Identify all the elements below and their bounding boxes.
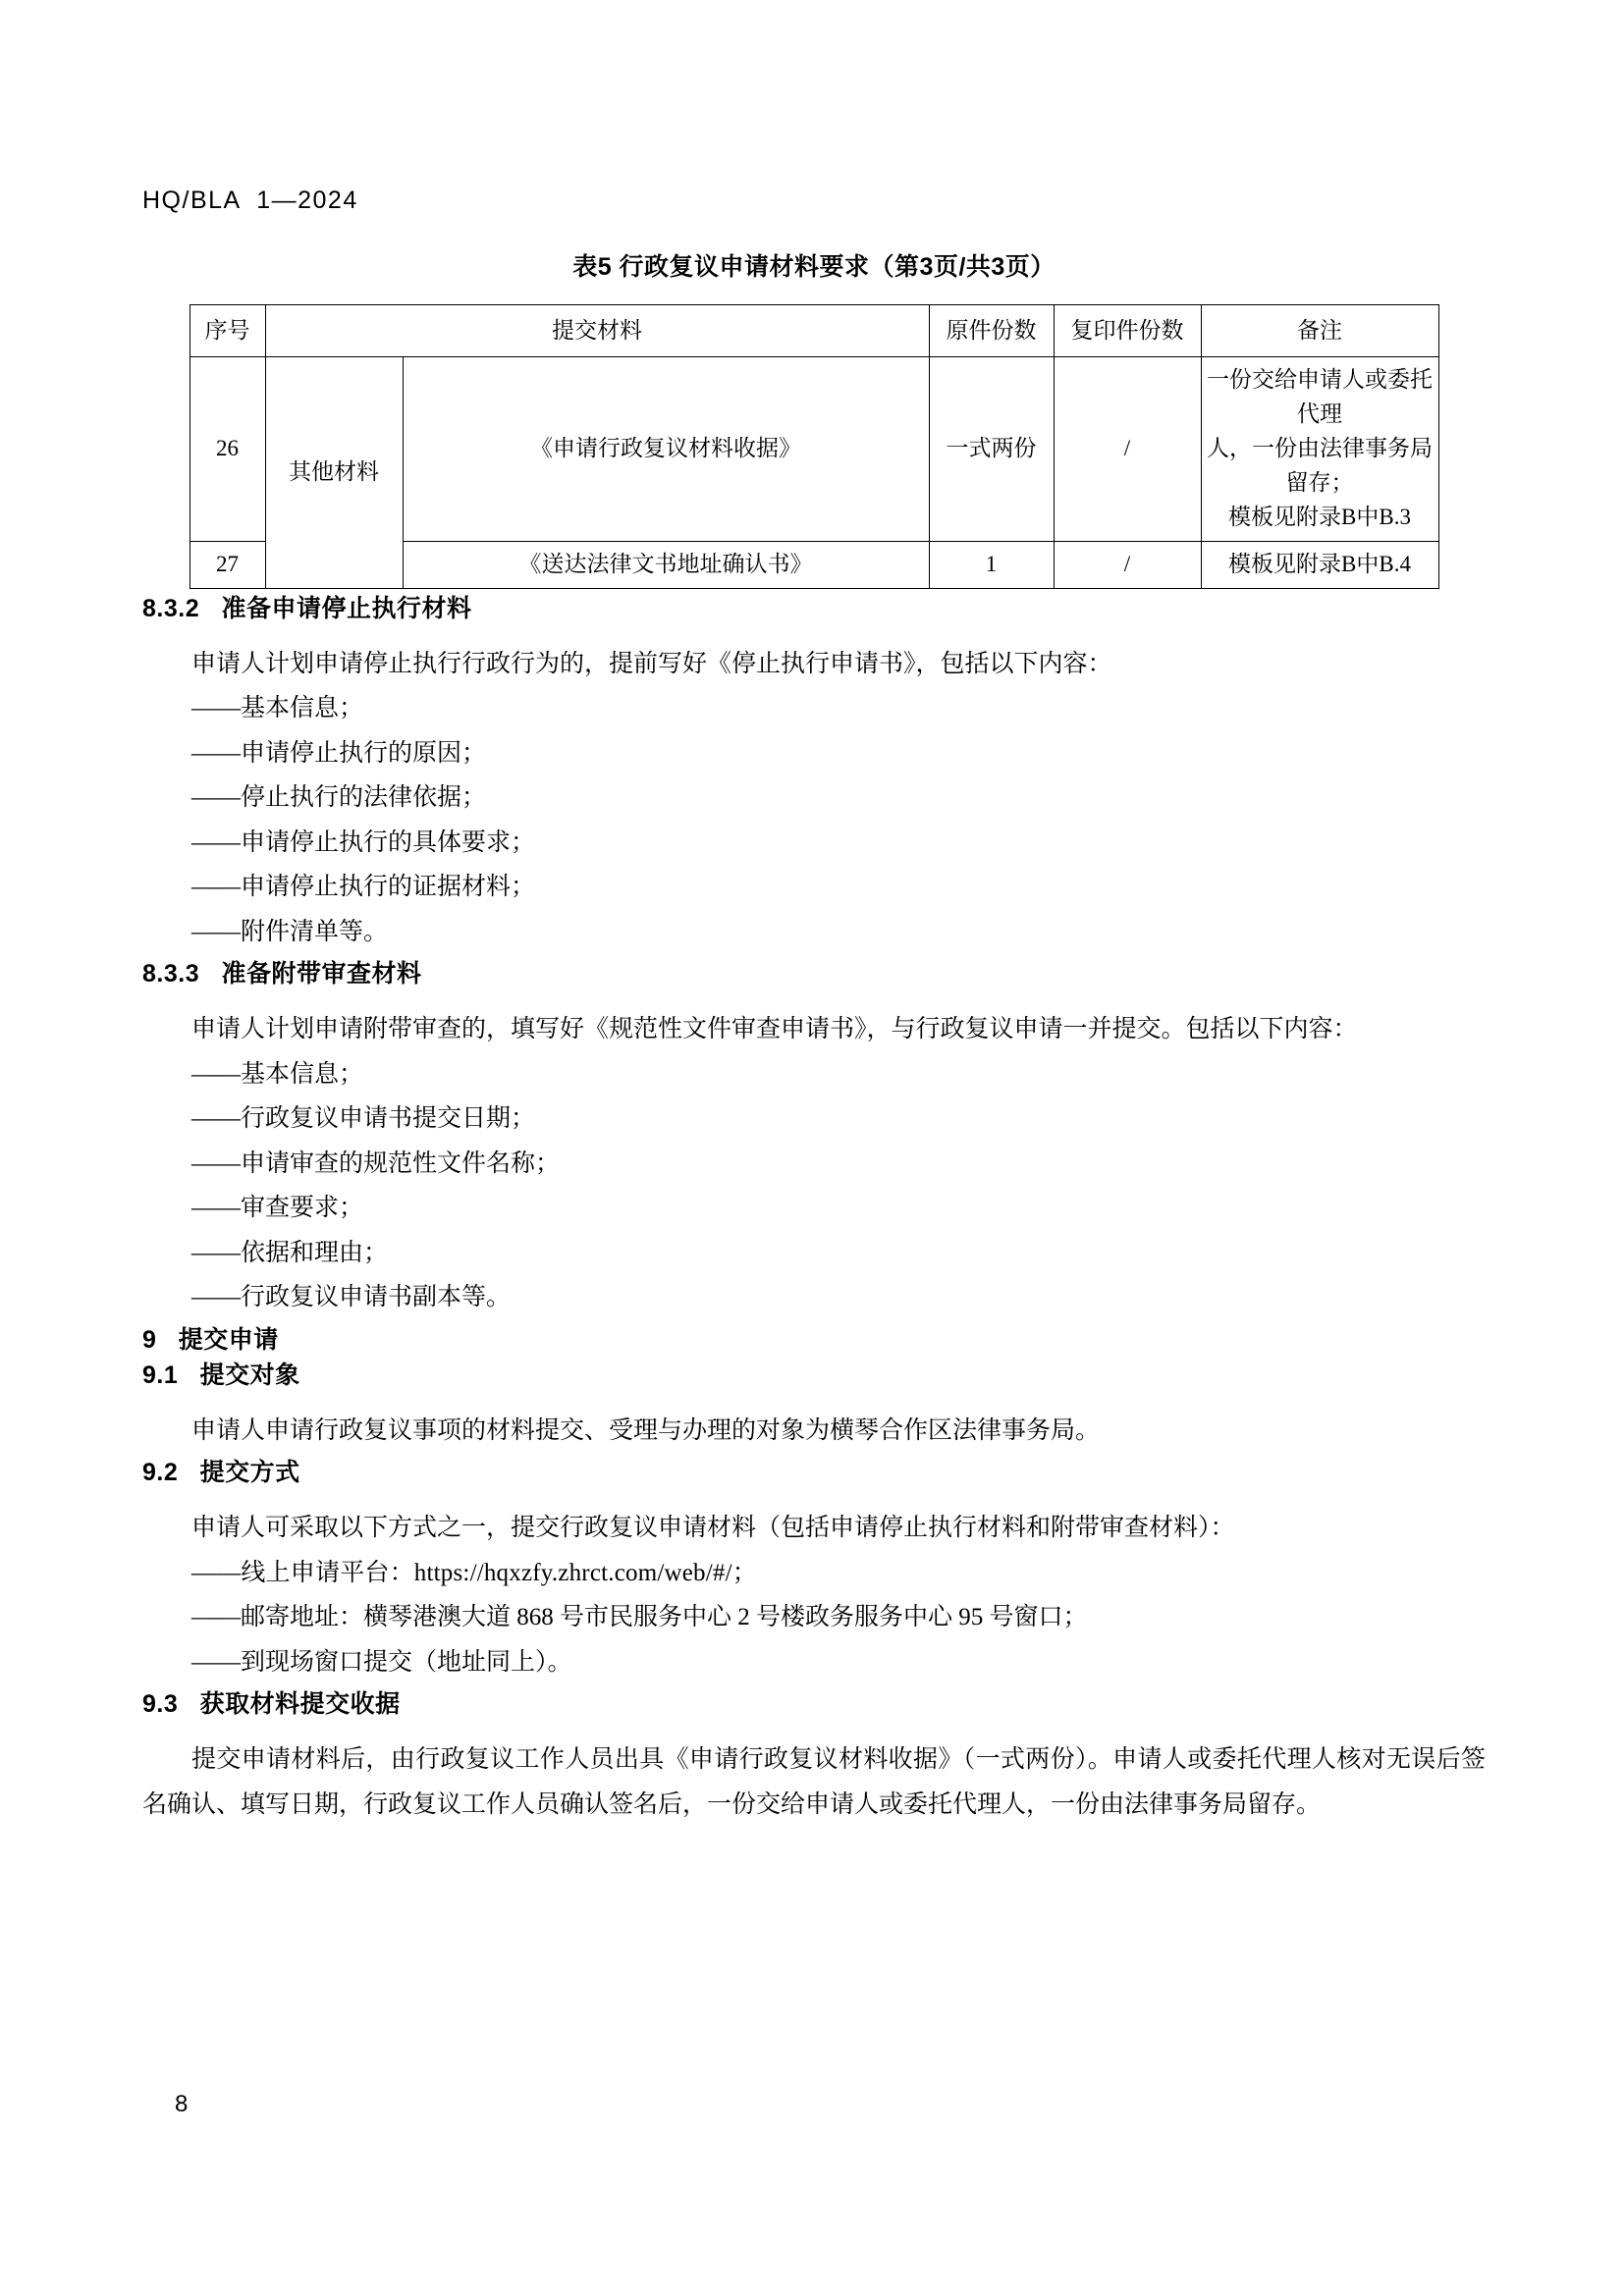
heading-8-3-2: 8.3.2 准备申请停止执行材料 bbox=[142, 594, 472, 622]
list-item: ——申请审查的规范性文件名称； bbox=[191, 1149, 561, 1177]
cell-remark bbox=[1201, 357, 1438, 542]
table-row bbox=[189, 357, 1438, 542]
page-content bbox=[142, 247, 1486, 1827]
heading-9: 9 提交申请 bbox=[142, 1325, 279, 1354]
list-item: ——基本信息； bbox=[191, 695, 364, 722]
cell-category: 其他材料 bbox=[265, 357, 403, 589]
list-item: ——停止执行的法律依据； bbox=[191, 784, 487, 812]
header-cell-copy-count: 复印件份数 bbox=[1054, 305, 1201, 357]
list-item-mailing-address: ——邮寄地址：横琴港澳大道 868 号市民服务中心 2 号楼政务服务中心 95 号窗口； bbox=[191, 1604, 1088, 1631]
cell-no: 26 bbox=[189, 357, 265, 542]
cell-original-count: 1 bbox=[929, 541, 1054, 588]
paragraph-8-3-2: 申请人计划申请停止执行行政行为的，提前写好《停止执行申请书》，包括以下内容： bbox=[191, 650, 1112, 677]
heading-8-3-3: 8.3.3 准备附带审查材料 bbox=[142, 960, 422, 988]
page-number: 8 bbox=[175, 2091, 189, 2117]
header-cell-original-count: 原件份数 bbox=[929, 305, 1054, 357]
list-item: ——基本信息； bbox=[191, 1060, 364, 1088]
table-header-row bbox=[189, 305, 1438, 357]
paragraph-9-3: 提交申请材料后，由行政复议工作人员出具《申请行政复议材料收据》（一式两份）。申请人或委托代理人核对无误后签名确认、填写日期，行政复议工作人员确认签名后，一份交给申请人或委托代理人，一份由法律事务局留存。 bbox=[142, 1746, 1486, 1818]
list-item: ——申请停止执行的证据材料； bbox=[191, 874, 536, 901]
remark-line-2: 人，一份由法律事务局留存； bbox=[1207, 435, 1433, 495]
heading-9-3: 9.3 获取材料提交收据 bbox=[142, 1690, 401, 1719]
cell-copy-count: / bbox=[1054, 541, 1201, 588]
list-item-online-platform: ——线上申请平台：https://hqxzfy.zhrct.com/web/#/； bbox=[191, 1559, 757, 1586]
list-item-onsite-window: ——到现场窗口提交（地址同上）。 bbox=[191, 1648, 572, 1676]
paragraph-8-3-3: 申请人计划申请附带审查的，填写好《规范性文件审查申请书》，与行政复议申请一并提交。包括以下内容： bbox=[191, 1016, 1358, 1043]
cell-remark: 模板见附录B中B.4 bbox=[1201, 541, 1438, 588]
header-cell-remark: 备注 bbox=[1201, 305, 1438, 357]
list-item: ——附件清单等。 bbox=[191, 918, 389, 945]
heading-9-2: 9.2 提交方式 bbox=[142, 1459, 300, 1487]
running-header: HQ/BLA 1—2024 bbox=[142, 187, 358, 214]
cell-original-count: 一式两份 bbox=[929, 357, 1054, 542]
cell-material: 《送达法律文书地址确认书》 bbox=[403, 541, 929, 588]
paragraph-9-1: 申请人申请行政复议事项的材料提交、受理与办理的对象为横琴合作区法律事务局。 bbox=[191, 1416, 1101, 1444]
remark-line-3: 模板见附录B中B.3 bbox=[1228, 504, 1411, 529]
cell-material: 《申请行政复议材料收据》 bbox=[403, 357, 929, 542]
list-item: ——行政复议申请书副本等。 bbox=[191, 1284, 512, 1311]
heading-9-1: 9.1 提交对象 bbox=[142, 1361, 300, 1389]
cell-copy-count: / bbox=[1054, 357, 1201, 542]
remark-line-1: 一份交给申请人或委托代理 bbox=[1207, 367, 1433, 426]
header-cell-material: 提交材料 bbox=[265, 305, 929, 357]
list-9-2 bbox=[142, 1551, 1486, 1685]
table-caption: 表5 行政复议申请材料要求（第3页/共3页） bbox=[572, 253, 1056, 281]
list-item: ——依据和理由； bbox=[191, 1239, 389, 1266]
list-8-3-2 bbox=[142, 686, 1486, 954]
list-item: ——行政复议申请书提交日期； bbox=[191, 1105, 536, 1133]
header-cell-no: 序号 bbox=[189, 305, 265, 357]
cell-no: 27 bbox=[189, 541, 265, 588]
list-item: ——申请停止执行的原因； bbox=[191, 739, 487, 767]
list-item: ——审查要求； bbox=[191, 1195, 364, 1222]
list-8-3-3 bbox=[142, 1052, 1486, 1320]
application-materials-table bbox=[189, 304, 1439, 589]
paragraph-9-2: 申请人可采取以下方式之一，提交行政复议申请材料（包括申请停止执行材料和附带审查材料）： bbox=[191, 1515, 1235, 1542]
list-item: ——申请停止执行的具体要求； bbox=[191, 828, 536, 856]
